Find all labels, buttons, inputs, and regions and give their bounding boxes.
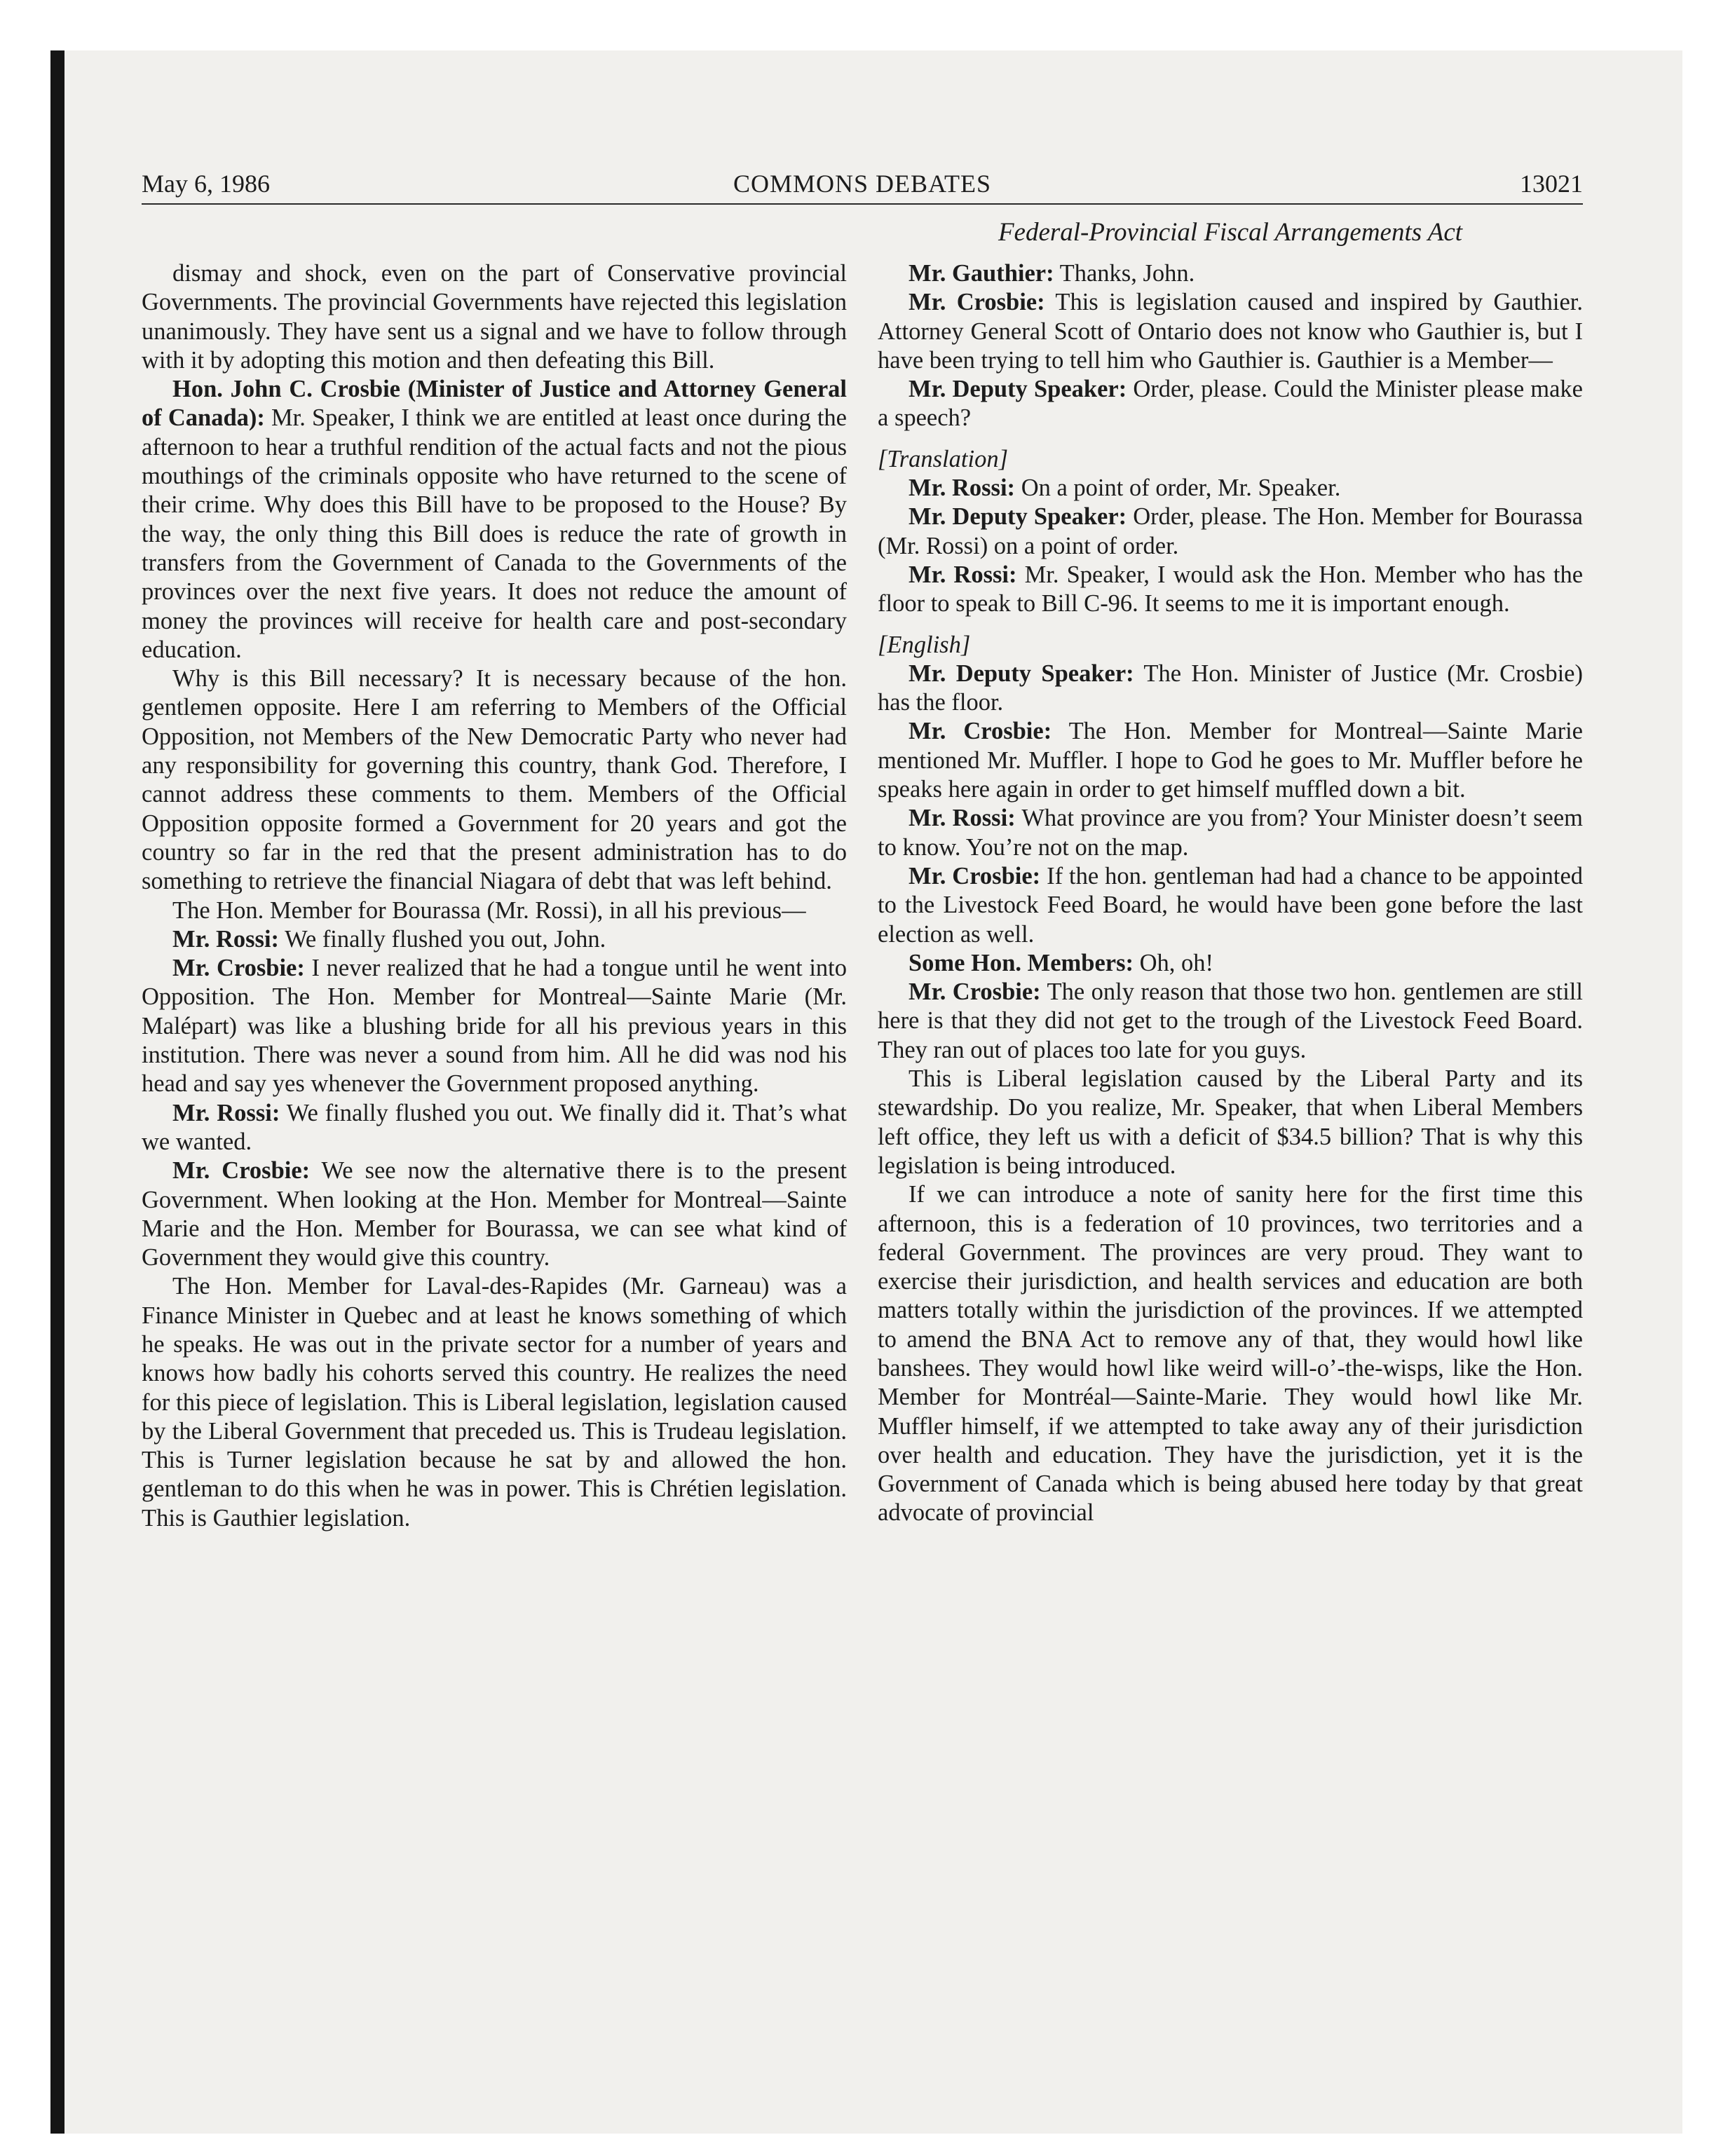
paragraph-text: On a point of order, Mr. Speaker. [1021,475,1341,502]
paragraph [878,259,1583,288]
speaker-name: Mr. Crosbie: [909,862,1041,889]
paragraph-text: The Hon. Member for Laval-des-Rapides (Mr. Garneau) was a Finance Minister in Quebec and at least he knows something of which he speaks. He was out in the private sector for a number of years and knows how badly his cohorts served this country. He realizes the need for this piece of legislation. This is Liberal legislation, legislation caused by the Liberal Government that preceded us. This is Trudeau legislation. This is Turner legislation because he sat by and allowed the hon. gentleman to do this when he was in power. This is Chrétien legislation. This is Gauthier legislation. [142,1273,847,1531]
paragraph-text: Thanks, John. [1059,260,1195,287]
paragraph-text: This is Liberal legislation caused by the Liberal Party and its stewardship. Do you realize, Mr. Speaker, that when Liberal Members left office, they left us with a deficit of $34.5 billion? That is why this legislation is being introduced. [878,1065,1583,1179]
speaker-name: Mr. Crosbie: [909,289,1045,316]
paragraph [142,375,847,664]
paragraph-text: The only reason that those two hon. gentlemen are still here is that they did not get to the trough of the Livestock Feed Board. They ran out of places too late for you guys. [878,978,1583,1063]
paragraph [878,1180,1583,1528]
speaker-name: Hon. John C. Crosbie (Minister of Justice and Attorney General of Canada): [142,376,847,432]
speaker-name: Some Hon. Members: [909,949,1134,976]
paragraph-text: Oh, oh! [1139,949,1214,976]
paragraph [878,474,1583,503]
speaker-name: Mr. Crosbie: [172,1157,311,1185]
speaker-name: Mr. Crosbie: [909,718,1052,745]
paragraph-text: Order, please. Could the Minister please make a speech? [878,376,1583,432]
paragraph [142,259,847,375]
header-rule [142,203,1583,205]
paragraph-text: We see now the alternative there is to the present Government. When looking at the Hon. Member for Montreal—Sainte Marie and the Hon. Member for Bourassa, we can see what kind of Government they would give this country. [142,1157,847,1271]
paragraph [878,288,1583,375]
language-tag: [English] [878,631,971,658]
paragraph-text: If we can introduce a note of sanity here for the first time this afternoon, this is a federation of 10 provinces, two territories and a federal Government. The provinces are very proud. They want to exercise their jurisdiction, and health services and education are both matters totally within the jurisdiction of the provinces. If we attempted to amend the BNA Act to remove any of that, they would howl like banshees. They would howl like weird will-o’-the-wisps, like the Hon. Member for Montréal—Sainte-Marie. They would howl like Mr. Muffler himself, if we attempted to take away any of their jurisdiction over health and education. They have the jurisdiction, yet it is the Government of Canada which is being abused here today by that great advocate of provincial [878,1181,1583,1527]
paragraph-text: If the hon. gentleman had had a chance to be appointed to the Livestock Feed Board, he would have been gone before the last election as well. [878,862,1584,948]
left-column [142,259,847,1533]
paragraph-text: Mr. Speaker, I think we are entitled at least once during the afternoon to hear a truthful rendition of the actual facts and not the pious mouthings of the criminals opposite who have returned to the scene of their crime. Why does this Bill have to be proposed to the House? By the way, the only thing this Bill does is reduce the rate of growth in transfers from the Government of Canada to the Governments of the provinces over the next five years. It does not reduce the amount of money the provinces will receive for health care and post-secondary education. [142,404,847,663]
paragraph [142,925,847,954]
paragraph-text: The Hon. Minister of Justice (Mr. Crosbie) has the floor. [878,660,1583,716]
paragraph-text: What province are you from? Your Minister doesn’t seem to know. You’re not on the map. [878,805,1583,861]
paragraph [878,978,1583,1065]
section-subtitle: Federal-Provincial Fiscal Arrangements Act [998,218,1463,247]
paragraph-text: Why is this Bill necessary? It is necessary because of the hon. gentlemen opposite. Here I am referring to Members of the Official Opposition, not Members of the New Democratic Party who never had any responsibility for governing this country, thank God. Therefore, I cannot address these comments to them. Members of the Official Opposition opposite formed a Government for 20 years and got the country so far in the red that the present administration has to do something to retrieve the financial Niagara of debt that was left behind. [142,665,847,895]
paragraph-text: We finally flushed you out, John. [285,925,606,953]
paragraph-text: I never realized that he had a tongue until he went into Opposition. The Hon. Member for Montreal—Sainte Marie (Mr. Malépart) was like a blushing bride for all his previous years in this institution. There was never a sound from him. All he did was nod his head and say yes whenever the Government proposed anything. [142,955,847,1098]
paragraph [878,375,1583,433]
speaker-name: Mr. Crosbie: [909,978,1041,1006]
paragraph [878,561,1583,619]
header-page-number: 13021 [1520,170,1583,198]
paragraph [142,1099,847,1157]
paragraph [878,949,1583,978]
speaker-name: Mr. Deputy Speaker: [909,660,1134,687]
speaker-name: Mr. Gauthier: [909,260,1054,287]
paragraph [878,1065,1583,1180]
paragraph-text: The Hon. Member for Bourassa (Mr. Rossi), in all his previous— [172,896,806,924]
paragraph [142,664,847,896]
speaker-name: Mr. Deputy Speaker: [909,376,1127,403]
paragraph-text: Order, please. The Hon. Member for Bourassa (Mr. Rossi) on a point of order. [878,503,1583,559]
header-date: May 6, 1986 [142,170,270,198]
page-header [142,165,1583,202]
paragraph-text: This is legislation caused and inspired by Gauthier. Attorney General Scott of Ontario does not know who Gauthier is, but I have been trying to tell him who Gauthier is. Gauthier is a Member— [878,289,1583,374]
paragraph [878,660,1583,718]
paragraph [142,1157,847,1272]
paragraph-text: We finally flushed you out. We finally did it. That’s what we wanted. [142,1099,847,1155]
speaker-name: Mr. Crosbie: [172,955,305,982]
header-title: COMMONS DEBATES [733,170,992,198]
speaker-name: Mr. Rossi: [172,925,280,953]
paragraph [142,896,847,925]
paragraph [878,717,1583,804]
speaker-name: Mr. Rossi: [909,561,1017,588]
speaker-name: Mr. Rossi: [172,1099,280,1126]
paragraph [878,503,1583,561]
paragraph [878,862,1583,949]
paragraph [142,1272,847,1533]
language-tag: [Translation] [878,445,1008,472]
paragraph-text: dismay and shock, even on the part of Conservative provincial Governments. The provincial Governments have rejected this legislation unanimously. They have sent us a signal and we have to follow through with it by adopting this motion and then defeating this Bill. [142,260,847,374]
speaker-name: Mr. Rossi: [909,805,1016,832]
speaker-name: Mr. Deputy Speaker: [909,503,1127,531]
paragraph-text: Mr. Speaker, I would ask the Hon. Member who has the floor to speak to Bill C-96. It seems to me it is important enough. [878,561,1584,618]
speaker-name: Mr. Rossi: [909,475,1016,502]
paragraph-text: The Hon. Member for Montreal—Sainte Marie mentioned Mr. Muffler. I hope to God he goes to Mr. Muffler before he speaks here again in order to get himself muffled down a bit. [878,718,1583,803]
paragraph [142,954,847,1098]
paragraph [878,804,1583,862]
right-column [878,259,1583,1528]
